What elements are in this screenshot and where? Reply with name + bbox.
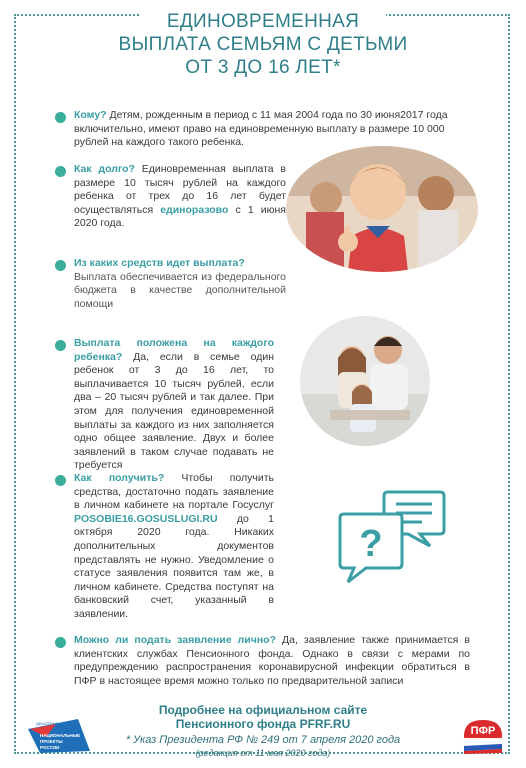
- chat-question-icon: [336, 488, 446, 586]
- section-how-long: [74, 163, 286, 231]
- answer-how-long-1: Единовременная выплата в размере 10 тысяч рублей на каждого ребенка от трех до 16 лет будет осуществляться: [74, 163, 286, 216]
- accent-once: единоразово: [160, 203, 229, 216]
- title-line-3: ОТ 3 ДО 16 ЛЕТ*: [185, 57, 341, 78]
- page-title: [40, 10, 486, 79]
- svg-text:?: ?: [359, 523, 383, 565]
- section-in-person: [74, 634, 470, 688]
- answer-in-person: Да, заявление также принимается в клиентских службах Пенсионного фонда. Однако в связи с мерами по предупреждению распространения коронавирусной инфекции обратиться в ПФР в настоящее время можно только по предварительной записи: [74, 634, 470, 687]
- question-in-person: Можно ли подать заявление лично?: [74, 634, 276, 646]
- np-logo-line-2: НАЦИОНАЛЬНЫЕ: [40, 733, 81, 738]
- family-illustration: [300, 316, 430, 446]
- photo-boy-thumbs-up: [286, 146, 478, 272]
- national-projects-logo: [26, 715, 96, 755]
- pfr-logo: [460, 716, 506, 754]
- boy-illustration: [286, 146, 478, 272]
- answer-how-long-2: с 1 июня 2020 года.: [74, 203, 286, 230]
- bullet-icon: [55, 340, 66, 351]
- answer-funds: Выплата обеспечивается из федерального бюджета в качестве дополнительной помощи: [74, 270, 286, 310]
- title-line-2: ВЫПЛАТА СЕМЬЯМ С ДЕТЬМИ: [118, 34, 408, 55]
- question-funds: Из каких средств идет выплата?: [74, 257, 245, 269]
- question-each-child: Выплата положена на каждого ребенка?: [74, 337, 274, 363]
- np-logo-line-1: ДЕМОГРАФИЯ: [36, 721, 64, 726]
- section-how-get: [74, 472, 274, 622]
- np-logo-line-3: ПРОЕКТЫ: [40, 739, 63, 744]
- question-how-long: Как долго?: [74, 163, 135, 175]
- gosuslugi-link[interactable]: POSOBIE16.GOSUSLUGI.RU: [74, 512, 218, 525]
- footnote-text: * Указ Президента РФ № 249 от 7 апреля 2020 года: [125, 734, 401, 746]
- np-logo-line-4: РОССИИ: [40, 745, 60, 750]
- footer-line-1: Подробнее на официальном сайте: [158, 703, 368, 717]
- bullet-icon: [55, 112, 66, 123]
- question-how-get: Как получить?: [74, 472, 165, 484]
- footer-line-2[interactable]: Пенсионного фонда PFRF.RU: [175, 717, 351, 731]
- question-who: Кому?: [74, 109, 107, 121]
- bullet-icon: [55, 475, 66, 486]
- section-each-child: [74, 337, 274, 473]
- section-who: [74, 109, 470, 150]
- title-line-1: ЕДИНОВРЕМЕННАЯ: [166, 11, 360, 32]
- answer-how-get-2: до 1 октября 2020 года. Никаких дополнительных документов представлять не нужно. Уведомление о статусе заявления появится там же, в личном кабинете. Средства поступят на банковский счет, указанный в заявлении.: [74, 512, 274, 620]
- section-funds: [74, 257, 286, 311]
- answer-how-get-1: Чтобы получить средства, достаточно подать заявление в личном кабинете на портале Госуслуг: [74, 472, 274, 512]
- photo-family: [300, 316, 430, 446]
- footer-title: [120, 703, 406, 731]
- answer-who: Детям, рожденным в период с 11 мая 2004 года по 30 июня2017 года включительно, имеют право на единовременную выплату в размере 10 000 рублей на каждого такого ребенка.: [74, 109, 448, 149]
- bullet-icon: [55, 166, 66, 177]
- pfr-logo-text: ПФР: [470, 725, 496, 737]
- footnote-edition: (редакция от 11 мая 2020 года): [195, 748, 331, 758]
- footnote: [86, 734, 440, 760]
- bullet-icon: [55, 637, 66, 648]
- bullet-icon: [55, 260, 66, 271]
- answer-each-child: Да, если в семье один ребенок от 3 до 16 лет, то выплачивается 10 тысяч рублей, если два – 20 тысяч рублей и так далее. При этом для получения единовременной выплаты за каждого из них заполняется одно общее заявление. Двух и более заявлений в таком случае подавать не требуется: [74, 350, 274, 472]
